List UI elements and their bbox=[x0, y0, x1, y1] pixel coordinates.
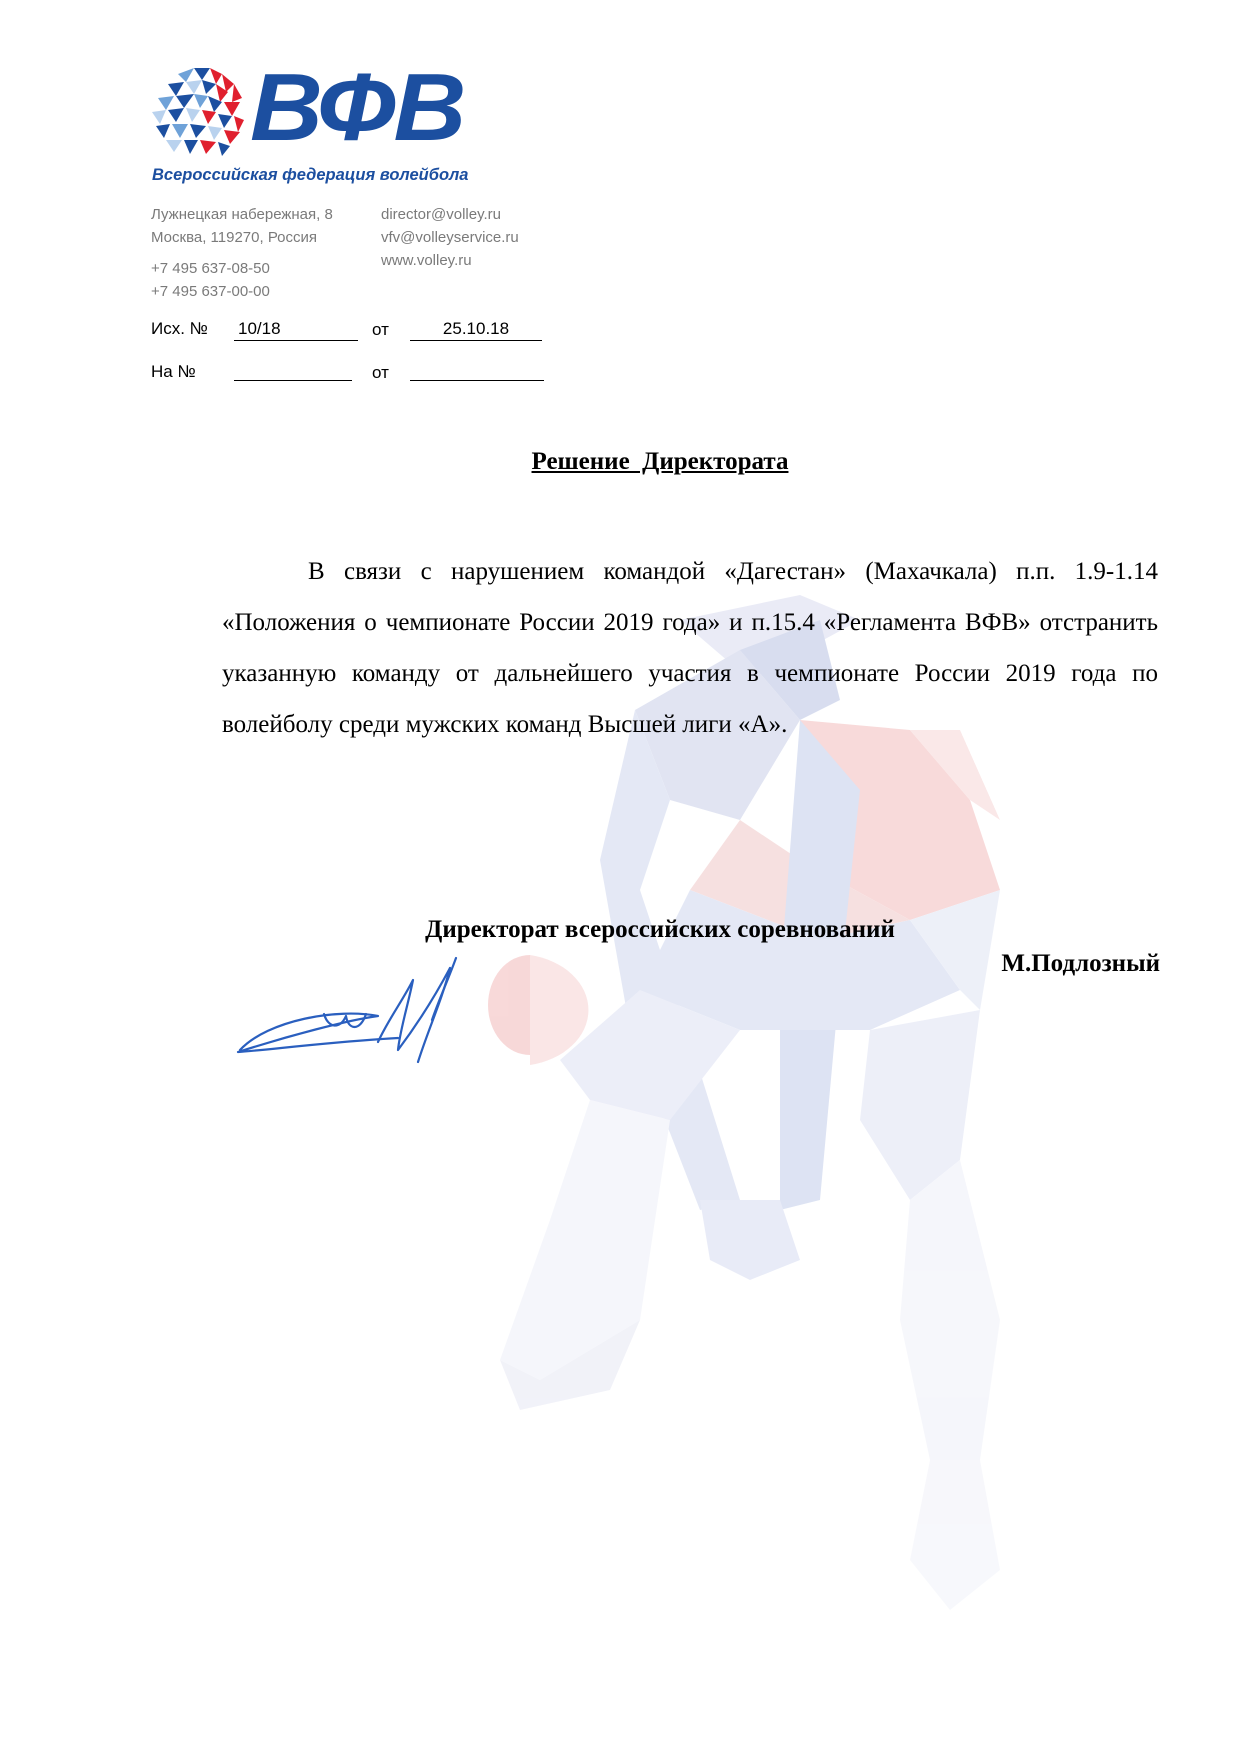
triangle-mosaic-icon bbox=[150, 68, 246, 158]
outgoing-date-label: от bbox=[372, 320, 389, 339]
phone-list bbox=[151, 257, 333, 303]
phone-number: +7 495 637-00-00 bbox=[151, 283, 270, 300]
incoming-date bbox=[410, 358, 544, 381]
signatory-name: М.Подлозный bbox=[1001, 950, 1160, 977]
email-address: director@volley.ru bbox=[381, 206, 501, 223]
incoming-date-label: от bbox=[372, 363, 389, 382]
address-column bbox=[151, 203, 333, 303]
outgoing-date: 25.10.18 bbox=[410, 318, 542, 341]
logo-caption: Всероссийская федерация волейбола bbox=[152, 166, 469, 184]
decision-text: В связи с нарушением командой «Дагестан» (Махачкала) п.п. 1.9-1.14 «Положения о чемпионате России 2019 года» и п.15.4 «Регламента ВФВ» отстранить указанную команду от дальнейшего участия в чемпионате России 2019 года по волейболу среди мужских команд Высшей лиги «А». bbox=[222, 558, 1158, 738]
signatory-organization: Директорат всероссийских соревнований bbox=[425, 916, 895, 943]
online-contacts-column bbox=[381, 203, 519, 272]
document-title: Решение Директората bbox=[531, 448, 789, 475]
outgoing-number: 10/18 bbox=[234, 318, 358, 341]
logo-wordmark: ВФВ bbox=[250, 54, 465, 161]
email-address: vfv@volleyservice.ru bbox=[381, 229, 519, 246]
vfv-logo bbox=[150, 54, 500, 194]
incoming-number-label: На № bbox=[151, 362, 196, 381]
website-address: www.volley.ru bbox=[381, 252, 472, 269]
handwritten-signature bbox=[228, 950, 518, 1070]
incoming-number bbox=[234, 358, 352, 381]
contact-block bbox=[151, 203, 519, 303]
address-line: Лужнецкая набережная, 8 bbox=[151, 206, 333, 223]
phone-number: +7 495 637-08-50 bbox=[151, 260, 270, 277]
address-line: Москва, 119270, Россия bbox=[151, 229, 318, 246]
outgoing-number-label: Исх. № bbox=[151, 319, 208, 338]
